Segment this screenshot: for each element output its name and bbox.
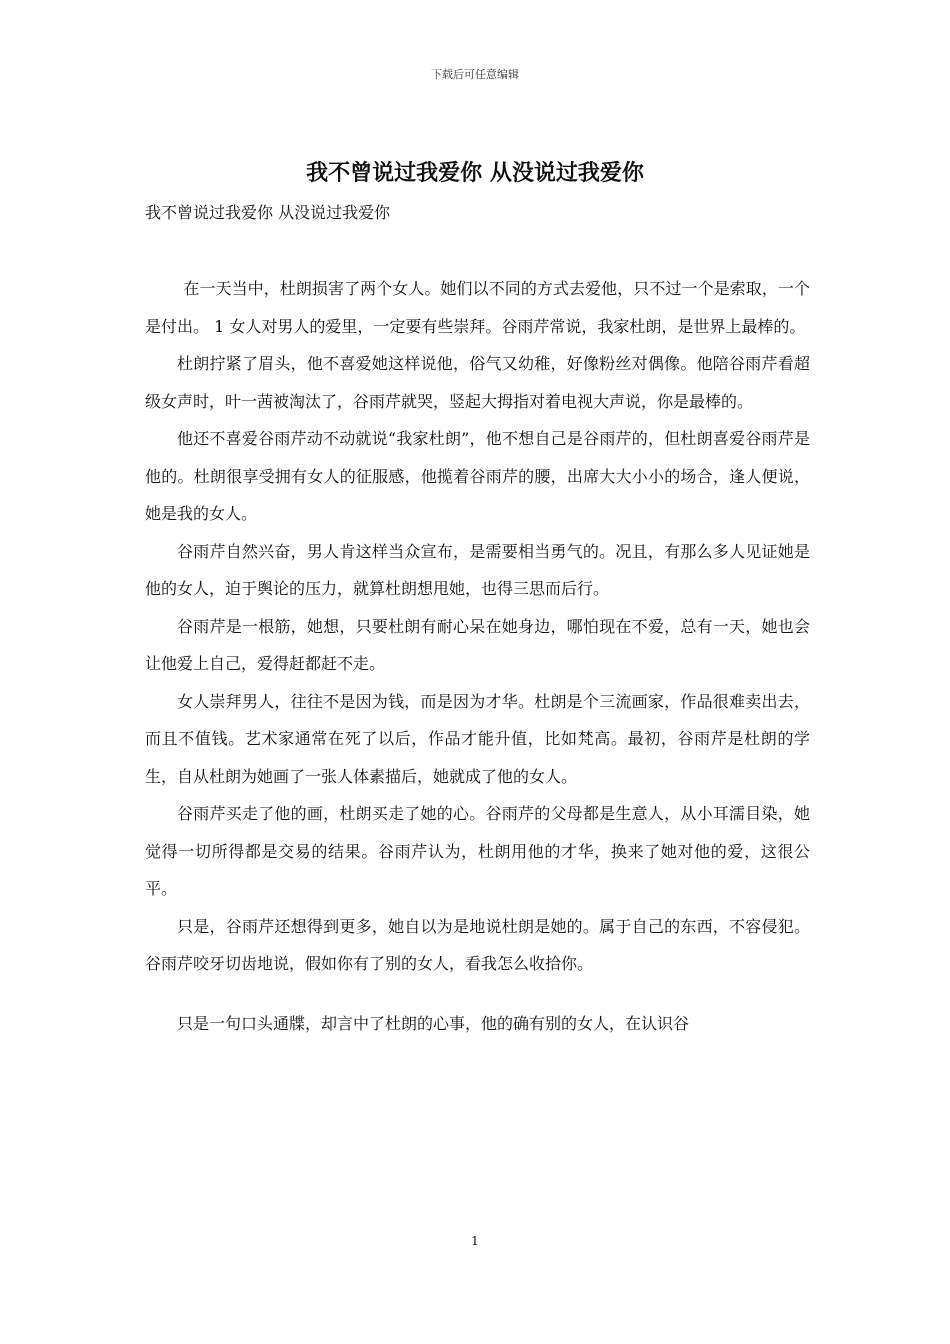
header-note: 下载后可任意编辑 bbox=[431, 68, 519, 81]
document-body bbox=[145, 270, 810, 1042]
paragraph: 谷雨芹自然兴奋，男人肯这样当众宣布，是需要相当勇气的。况且，有那么多人见证她是他的女人，迫于舆论的压力，就算杜朗想甩她，也得三思而后行。 bbox=[145, 541, 810, 598]
document-subtitle: 我不曾说过我爱你 从没说过我爱你 bbox=[145, 203, 391, 222]
page-number: 1 bbox=[471, 1234, 479, 1248]
paragraph: 女人崇拜男人，往往不是因为钱，而是因为才华。杜朗是个三流画家，作品很难卖出去，而且不值钱。艺术家通常在死了以后，作品才能升值，比如梵高。最初，谷雨芹是杜朗的学生，自从杜朗为她画了一张人体素描后，她就成了他的女人。 bbox=[145, 691, 810, 786]
paragraph: 在一天当中，杜朗损害了两个女人。她们以不同的方式去爱他，只不过一个是索取，一个是付出。 1 女人对男人的爱里，一定要有些崇拜。谷雨芹常说，我家杜朗，是世界上最棒的。 bbox=[145, 279, 810, 336]
document-title: 我不曾说过我爱你 从没说过我爱你 bbox=[306, 160, 644, 186]
paragraph: 杜朗拧紧了眉头，他不喜爱她这样说他，俗气又幼稚，好像粉丝对偶像。他陪谷雨芹看超级女声时，叶一茜被淘汰了，谷雨芹就哭，竖起大拇指对着电视大声说，你是最棒的。 bbox=[145, 354, 810, 411]
paragraph: 只是一句口头通牒，却言中了杜朗的心事，他的确有别的女人，在认识谷 bbox=[177, 1013, 690, 1033]
paragraph: 谷雨芹买走了他的画，杜朗买走了她的心。谷雨芹的父母都是生意人，从小耳濡目染，她觉得一切所得都是交易的结果。谷雨芹认为，杜朗用他的才华，换来了她对他的爱，这很公平。 bbox=[145, 804, 810, 898]
paragraph: 他还不喜爱谷雨芹动不动就说“我家杜朗”，他不想自己是谷雨芹的，但杜朗喜爱谷雨芹是他的。杜朗很享受拥有女人的征服感，他揽着谷雨芹的腰，出席大大小小的场合，逢人便说，她是我的女人。 bbox=[145, 429, 810, 523]
paragraph: 只是，谷雨芹还想得到更多，她自以为是地说杜朗是她的。属于自己的东西，不容侵犯。谷雨芹咬牙切齿地说，假如你有了别的女人，看我怎么收拾你。 bbox=[145, 916, 810, 973]
paragraph: 谷雨芹是一根筋，她想，只要杜朗有耐心呆在她身边，哪怕现在不爱，总有一天，她也会让他爱上自己，爱得赶都赶不走。 bbox=[145, 616, 810, 673]
